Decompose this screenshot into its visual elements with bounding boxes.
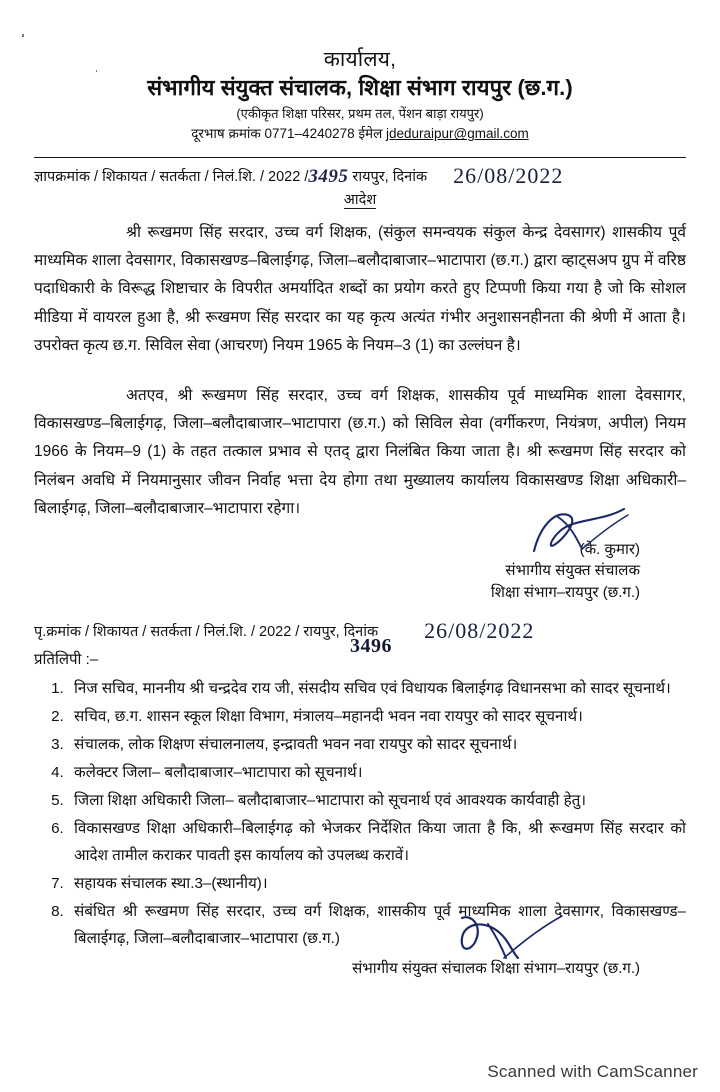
signatory-designation: संभागीय संयुक्त संचालक: [505, 562, 640, 580]
list-item: 3. संचालक, लोक शिक्षण संचालनालय, इन्द्रावती भवन नवा रायपुर को सादर सूचनार्थ।: [68, 731, 686, 758]
email-link[interactable]: jdeduraipur@gmail.com: [386, 126, 529, 142]
reference-line: [34, 161, 686, 191]
phone-label: दूरभाष क्रमांक 0771–4240278 ईमेल: [191, 126, 383, 142]
copy-reference-row: [34, 616, 686, 669]
copy-label: प्रतिलिपी :–: [34, 650, 99, 668]
header-office-line: कार्यालय,: [323, 48, 397, 71]
copy-reference-number-handwritten: 3496: [350, 634, 392, 657]
list-item: 1. निज सचिव, माननीय श्री चन्द्रदेव राय जी, संसदीय सचिव एवं विधायक बिलाईगढ़ विधानसभा को सादर सूचनार्थ।: [68, 675, 686, 702]
signatory-name: (के. कुमार): [579, 540, 640, 558]
header-contact-line: [34, 125, 686, 143]
list-item: 5. जिला शिक्षा अधिकारी जिला– बलौदाबाजार–भाटापारा को सूचनार्थ एवं आवश्यक कार्यवाही हेतु।: [68, 787, 686, 814]
signatory-division: शिक्षा संभाग–रायपुर (छ.ग.): [490, 960, 640, 978]
signature-block-bottom: [34, 958, 686, 980]
handwritten-signature-icon: [448, 908, 568, 966]
order-heading: [34, 189, 686, 209]
copy-distribution-list: [34, 675, 686, 952]
reference-number-handwritten: 3495: [308, 166, 349, 188]
copy-reference-place-date-label: रायपुर, दिनांक: [303, 623, 379, 640]
reference-date-handwritten: 26/08/2022: [453, 163, 564, 189]
camscanner-watermark: Scanned with CamScanner: [487, 1062, 698, 1081]
paragraph-charge: श्री रूखमण सिंह सरदार, उच्च वर्ग शिक्षक, (संकुल समन्वयक संकुल केन्द्र देवसागर) शासकीय पूर्व माध्यमिक शाला देवसागर, विकासखण्ड–बिलाईगढ़, जिला–बलौदाबाजार–भाटापारा (छ.ग.) द्वारा व्हाट्सअप ग्रुप में वरिष्ठ पदाधिकारी के विरूद्ध शिष्टाचार के विपरीत अमर्यादित शब्दों का प्रयोग करते हुए टिप्पणी किया गया है जो कि सोशल मीडिया में वायरल हुआ है, श्री रूखमण सिंह सरदार का यह कृत्य अत्यंत गंभीर अनुशासनहीनता की श्रेणी में आता है। उपरोक्त कृत्य छ.ग. सिविल सेवा (आचरण) नियम 1965 के नियम–3 (1) का उल्लंघन है।: [34, 224, 686, 354]
reference-row: [34, 157, 686, 208]
order-heading-text: आदेश: [343, 191, 377, 208]
list-item: 6. विकासखण्ड शिक्षा अधिकारी–बिलाईगढ़ को भेजकर निर्देशित किया जाता है कि, श्री रूखमण सिंह सरदार को आदेश तामील कराकर पावती इस कार्यालय को उपलब्ध करावें।: [68, 815, 686, 869]
list-item: 4. कलेक्टर जिला– बलौदाबाजार–भाटापारा को सूचनार्थ।: [68, 759, 686, 786]
list-item: 2. सचिव, छ.ग. शासन स्कूल शिक्षा विभाग, मंत्रालय–महानदी भवन नवा रायपुर को सादर सूचनार्थ।: [68, 703, 686, 730]
header-main-title: संभागीय संयुक्त संचालक, शिक्षा संभाग रायपुर (छ.ग.): [147, 74, 573, 100]
paragraph-suspension-order: अतएव, श्री रूखमण सिंह सरदार, उच्च वर्ग शिक्षक, शासकीय पूर्व माध्यमिक शाला देवसागर, विकासखण्ड–बिलाईगढ़, जिला–बलौदाबाजार–भाटापारा (छ.ग.) को सिविल सेवा (वर्गीकरण, नियंत्रण, अपील) नियम 1966 के नियम–9 (1) के तहत तत्काल प्रभाव से एतद् द्वारा निलंबित किया जाता है। श्री रूखमण सिंह सरदार को निलंबन अवधि में नियमानुसार जीवन निर्वाह भत्ता देय होगा तथा मुख्यालय कार्यालय विकासखण्ड शिक्षा अधिकारी–बिलाईगढ़, जिला–बलौदाबाजार–भाटापारा रहेगा।: [34, 387, 686, 517]
signatory-designation: संभागीय संयुक्त संचालक: [352, 960, 487, 978]
document-header: [34, 48, 686, 143]
reference-prefix: ज्ञापक्रमांक / शिकायत / सतर्कता / निलं.शि. / 2022 /: [34, 169, 309, 186]
reference-place-date-label: रायपुर, दिनांक: [352, 169, 428, 186]
signatory-division: शिक्षा संभाग–रायपुर (छ.ग.): [490, 584, 640, 602]
copy-reference-date-handwritten: 26/08/2022: [424, 617, 535, 643]
signature-block-top: [34, 539, 686, 604]
copy-reference-prefix: पृ.क्रमांक / शिकायत / सतर्कता / निलं.शि. / 2022 /: [34, 623, 300, 640]
list-item: 8. संबंधित श्री रूखमण सिंह सरदार, उच्च वर्ग शिक्षक, शासकीय पूर्व माध्यमिक शाला देवसागर, विकासखण्ड–बिलाईगढ़, जिला–बलौदाबाजार–भाटापारा (छ.ग.): [68, 898, 686, 952]
list-item: 7. सहायक संचालक स्था.3–(स्थानीय)।: [68, 870, 686, 897]
header-address-line: (एकीकृत शिक्षा परिसर, प्रथम तल, पेंशन बाड़ा रायपुर): [236, 105, 484, 121]
